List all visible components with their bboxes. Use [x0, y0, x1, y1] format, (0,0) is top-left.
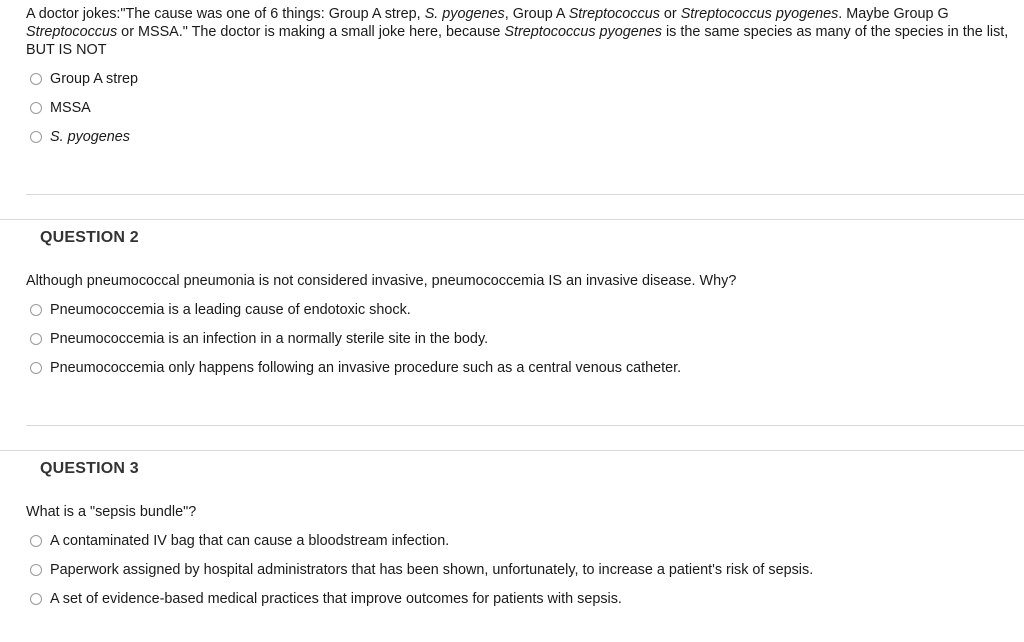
radio-button[interactable] — [30, 564, 42, 576]
divider — [0, 450, 1024, 451]
question-1-options — [30, 64, 138, 151]
option-label: Paperwork assigned by hospital administrators that has been shown, unfortunately, to increase a patient's risk of sepsis. — [50, 561, 814, 578]
option-label: MSSA — [50, 99, 91, 116]
q1-stem-part: Streptococcus — [568, 6, 660, 22]
radio-button[interactable] — [30, 102, 42, 114]
radio-button[interactable] — [30, 131, 42, 143]
q2-option-1[interactable] — [30, 295, 681, 324]
q1-stem-part: . Maybe Group G — [838, 6, 949, 22]
divider — [0, 219, 1024, 220]
option-label: Pneumococcemia is an infection in a normally sterile site in the body. — [50, 330, 489, 347]
option-label: A contaminated IV bag that can cause a bloodstream infection. — [50, 532, 450, 549]
option-label: Pneumococcemia only happens following an invasive procedure such as a central venous catheter. — [50, 359, 682, 376]
question-2-heading: QUESTION 2 — [40, 229, 139, 246]
q3-option-2[interactable] — [30, 555, 813, 584]
radio-button[interactable] — [30, 593, 42, 605]
q1-stem-part: Streptococcus pyogenes — [504, 24, 662, 40]
question-3-heading: QUESTION 3 — [40, 460, 139, 477]
option-label: Pneumococcemia is a leading cause of endotoxic shock. — [50, 301, 411, 318]
q1-stem-part: or — [659, 6, 681, 22]
q2-option-3[interactable] — [30, 353, 681, 382]
q1-stem-part: Streptococcus pyogenes — [680, 6, 839, 22]
option-label: S. pyogenes — [50, 128, 131, 145]
q3-option-1[interactable] — [30, 526, 813, 555]
q3-option-3[interactable] — [30, 584, 813, 613]
radio-button[interactable] — [30, 535, 42, 547]
q1-stem-part: A doctor jokes:"The cause was one of 6 things: Group A strep, — [26, 6, 425, 22]
divider — [26, 194, 1024, 195]
question-2-options — [30, 295, 681, 382]
q1-stem-part: S. pyogenes — [424, 6, 505, 22]
divider — [26, 425, 1024, 426]
q1-stem-part: , Group A — [504, 6, 569, 22]
q1-option-s-pyogenes[interactable] — [30, 122, 138, 151]
q1-stem-part: is the same species as many of the species in the list, BUT IS NOT — [26, 24, 1009, 58]
q1-stem-part: or MSSA." The doctor is making a small joke here, because — [117, 24, 505, 40]
question-1-stem — [26, 5, 1016, 59]
radio-button[interactable] — [30, 73, 42, 85]
option-label: Group A strep — [50, 70, 138, 87]
question-3-stem: What is a "sepsis bundle"? — [26, 504, 197, 520]
q1-option-mssa[interactable] — [30, 93, 138, 122]
q1-option-group-a-strep[interactable] — [30, 64, 138, 93]
question-3-options — [30, 526, 813, 613]
option-label: A set of evidence-based medical practices that improve outcomes for patients with sepsis. — [50, 590, 622, 607]
radio-button[interactable] — [30, 304, 42, 316]
question-2-stem: Although pneumococcal pneumonia is not considered invasive, pneumococcemia IS an invasive disease. Why? — [26, 273, 737, 289]
q1-stem-part: Streptococcus — [26, 24, 118, 40]
radio-button[interactable] — [30, 333, 42, 345]
q2-option-2[interactable] — [30, 324, 681, 353]
radio-button[interactable] — [30, 362, 42, 374]
